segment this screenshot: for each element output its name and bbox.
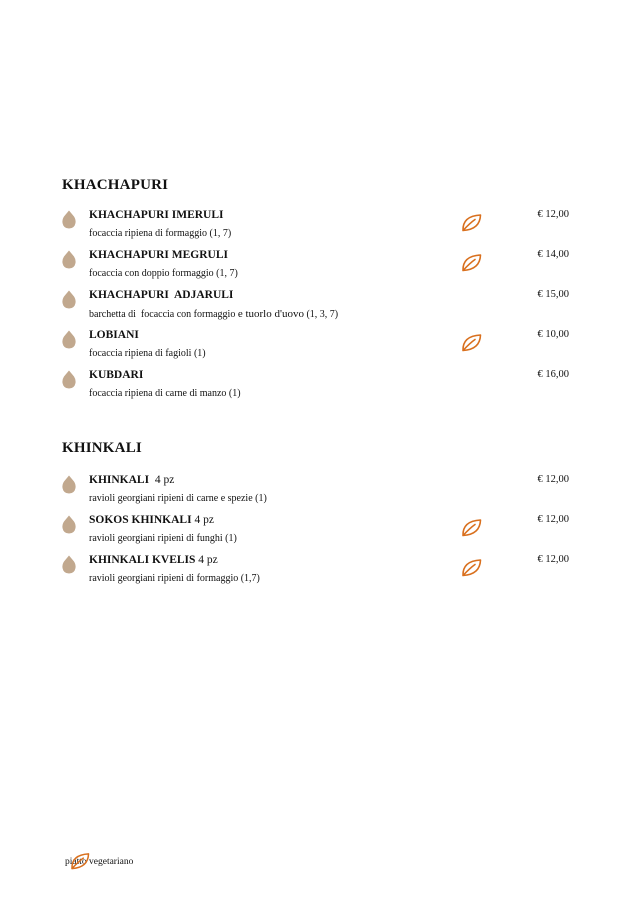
item-name: LOBIANI	[89, 329, 139, 341]
section-title-khinkali: KHINKALI	[62, 440, 142, 456]
item-quantity: 4 pz	[149, 474, 175, 486]
drop-icon	[62, 475, 76, 494]
item-description: ravioli georgiani ripieni di carne e spezie (1)	[89, 493, 267, 504]
leaf-icon	[461, 518, 482, 537]
leaf-icon	[461, 333, 482, 352]
item-description: ravioli georgiani ripieni di formaggio (1,7)	[89, 573, 260, 584]
item-price: € 10,00	[537, 329, 569, 340]
item-name: KHINKALI KVELIS 4 pz	[89, 554, 218, 566]
drop-icon	[62, 290, 76, 309]
item-price: € 15,00	[537, 289, 569, 300]
item-description: focaccia ripiena di fagioli (1)	[89, 348, 206, 359]
legend-label: piatto vegetariano	[65, 857, 134, 867]
item-quantity: 4 pz	[191, 514, 214, 526]
vegetarian-legend	[64, 850, 204, 874]
drop-icon	[62, 515, 76, 534]
item-name: SOKOS KHINKALI 4 pz	[89, 514, 214, 526]
item-name: KUBDARI	[89, 369, 144, 381]
item-quantity: 4 pz	[195, 554, 218, 566]
menu-item	[0, 368, 640, 408]
menu-item	[0, 208, 640, 248]
leaf-icon	[70, 852, 90, 870]
item-price: € 14,00	[537, 249, 569, 260]
item-description: barchetta di focaccia con formaggio e tuorlo d'uovo (1, 3, 7)	[89, 308, 339, 320]
item-description: focaccia con doppio formaggio (1, 7)	[89, 268, 238, 279]
item-name: KHINKALI 4 pz	[89, 474, 175, 486]
drop-icon	[62, 210, 76, 229]
section-title-khachapuri: KHACHAPURI	[62, 177, 169, 193]
item-description: ravioli georgiani ripieni di funghi (1)	[89, 533, 237, 544]
item-name: KHACHAPURI IMERULI	[89, 209, 224, 221]
item-name: KHACHAPURI ADJARULI	[89, 289, 234, 301]
menu-item	[0, 328, 640, 368]
item-name: KHACHAPURI MEGRULI	[89, 249, 228, 261]
leaf-icon	[461, 253, 482, 272]
item-price: € 12,00	[537, 554, 569, 565]
leaf-icon	[461, 213, 482, 232]
menu-item	[0, 248, 640, 288]
drop-icon	[62, 370, 76, 389]
item-price: € 12,00	[537, 209, 569, 220]
item-price: € 16,00	[537, 369, 569, 380]
item-price: € 12,00	[537, 474, 569, 485]
menu-item	[0, 513, 640, 553]
leaf-icon	[461, 558, 482, 577]
item-description: focaccia ripiena di formaggio (1, 7)	[89, 228, 232, 239]
item-price: € 12,00	[537, 514, 569, 525]
drop-icon	[62, 330, 76, 349]
drop-icon	[62, 250, 76, 269]
menu-item	[0, 288, 640, 328]
menu-item	[0, 473, 640, 513]
item-description: focaccia ripiena di carne di manzo (1)	[89, 388, 241, 399]
drop-icon	[62, 555, 76, 574]
menu-item	[0, 553, 640, 593]
